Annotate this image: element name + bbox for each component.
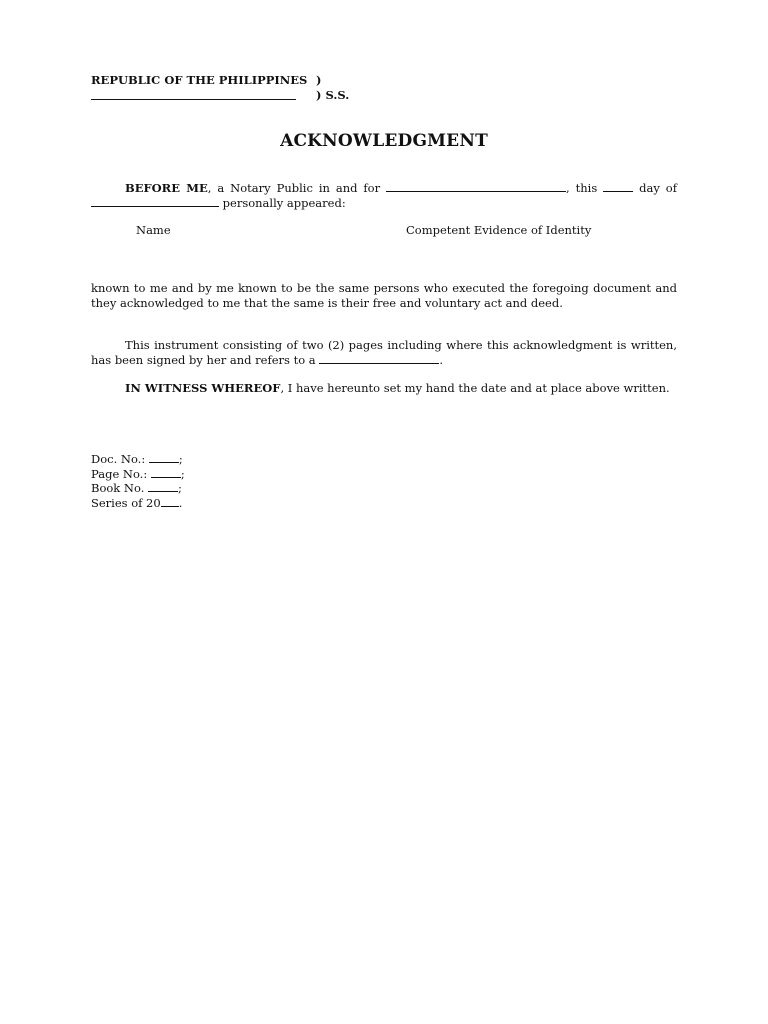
- month-blank: [91, 196, 219, 207]
- venue-block: [91, 73, 350, 103]
- doc-no-end: ;: [178, 452, 183, 466]
- book-no-label: Book No.: [91, 481, 149, 496]
- paragraph-instrument: [91, 338, 677, 367]
- book-no-end: ;: [178, 481, 182, 496]
- ss-label: ) S.S.: [316, 88, 350, 102]
- day-blank: [603, 181, 633, 192]
- doc-no-line: [91, 452, 185, 467]
- series-end: .: [178, 495, 183, 510]
- page-no-blank: [151, 467, 181, 478]
- paragraph-before-me: [91, 181, 677, 210]
- series-year-blank: [161, 496, 179, 507]
- page-no-end: ;: [180, 466, 185, 481]
- doc-no-blank: [149, 452, 179, 463]
- venue-city-row: [91, 88, 350, 103]
- name-column-label: Name: [136, 223, 171, 237]
- refers-to-blank: [319, 353, 439, 364]
- p1-text-b: , this: [566, 181, 604, 195]
- p1-text-c: day of: [633, 181, 677, 195]
- document-title: ACKNOWLEDGMENT: [280, 131, 488, 151]
- witness-bold: IN WITNESS WHEREOF: [125, 381, 281, 395]
- p4-text: , I have hereunto set my hand the date and at place above written.: [280, 381, 670, 395]
- series-label: Series of 20: [91, 495, 161, 510]
- city-blank-line: [91, 88, 296, 100]
- p3-text-a: This instrument consisting of two (2) pages including where this acknowledgment is written, has been signed by her and refers to a: [91, 338, 677, 367]
- venue-paren: ): [316, 73, 322, 87]
- paragraph-known-to-me: known to me and by me known to be the same persons who executed the foregoing document and they acknowledged to me that the same is their free and voluntary act and deed.: [91, 281, 677, 310]
- before-me-bold: BEFORE ME: [125, 181, 208, 195]
- page-no-label: Page No.:: [91, 466, 151, 481]
- page-no-line: [91, 467, 185, 482]
- p1-text-a: , a Notary Public in and for: [207, 181, 387, 195]
- series-line: [91, 496, 185, 511]
- republic-label: REPUBLIC OF THE PHILIPPINES: [91, 73, 308, 87]
- evidence-column-label: Competent Evidence of Identity: [406, 223, 592, 237]
- doc-no-label: Doc. No.:: [91, 452, 149, 466]
- p3-text-b: .: [439, 352, 443, 367]
- notarial-register: [91, 452, 185, 510]
- book-no-line: [91, 481, 185, 496]
- venue-republic-row: [91, 73, 322, 88]
- paragraph-witness: [91, 381, 677, 396]
- p1-text-d: personally appeared:: [219, 195, 346, 210]
- notary-place-blank: [386, 181, 566, 192]
- book-no-blank: [148, 481, 178, 492]
